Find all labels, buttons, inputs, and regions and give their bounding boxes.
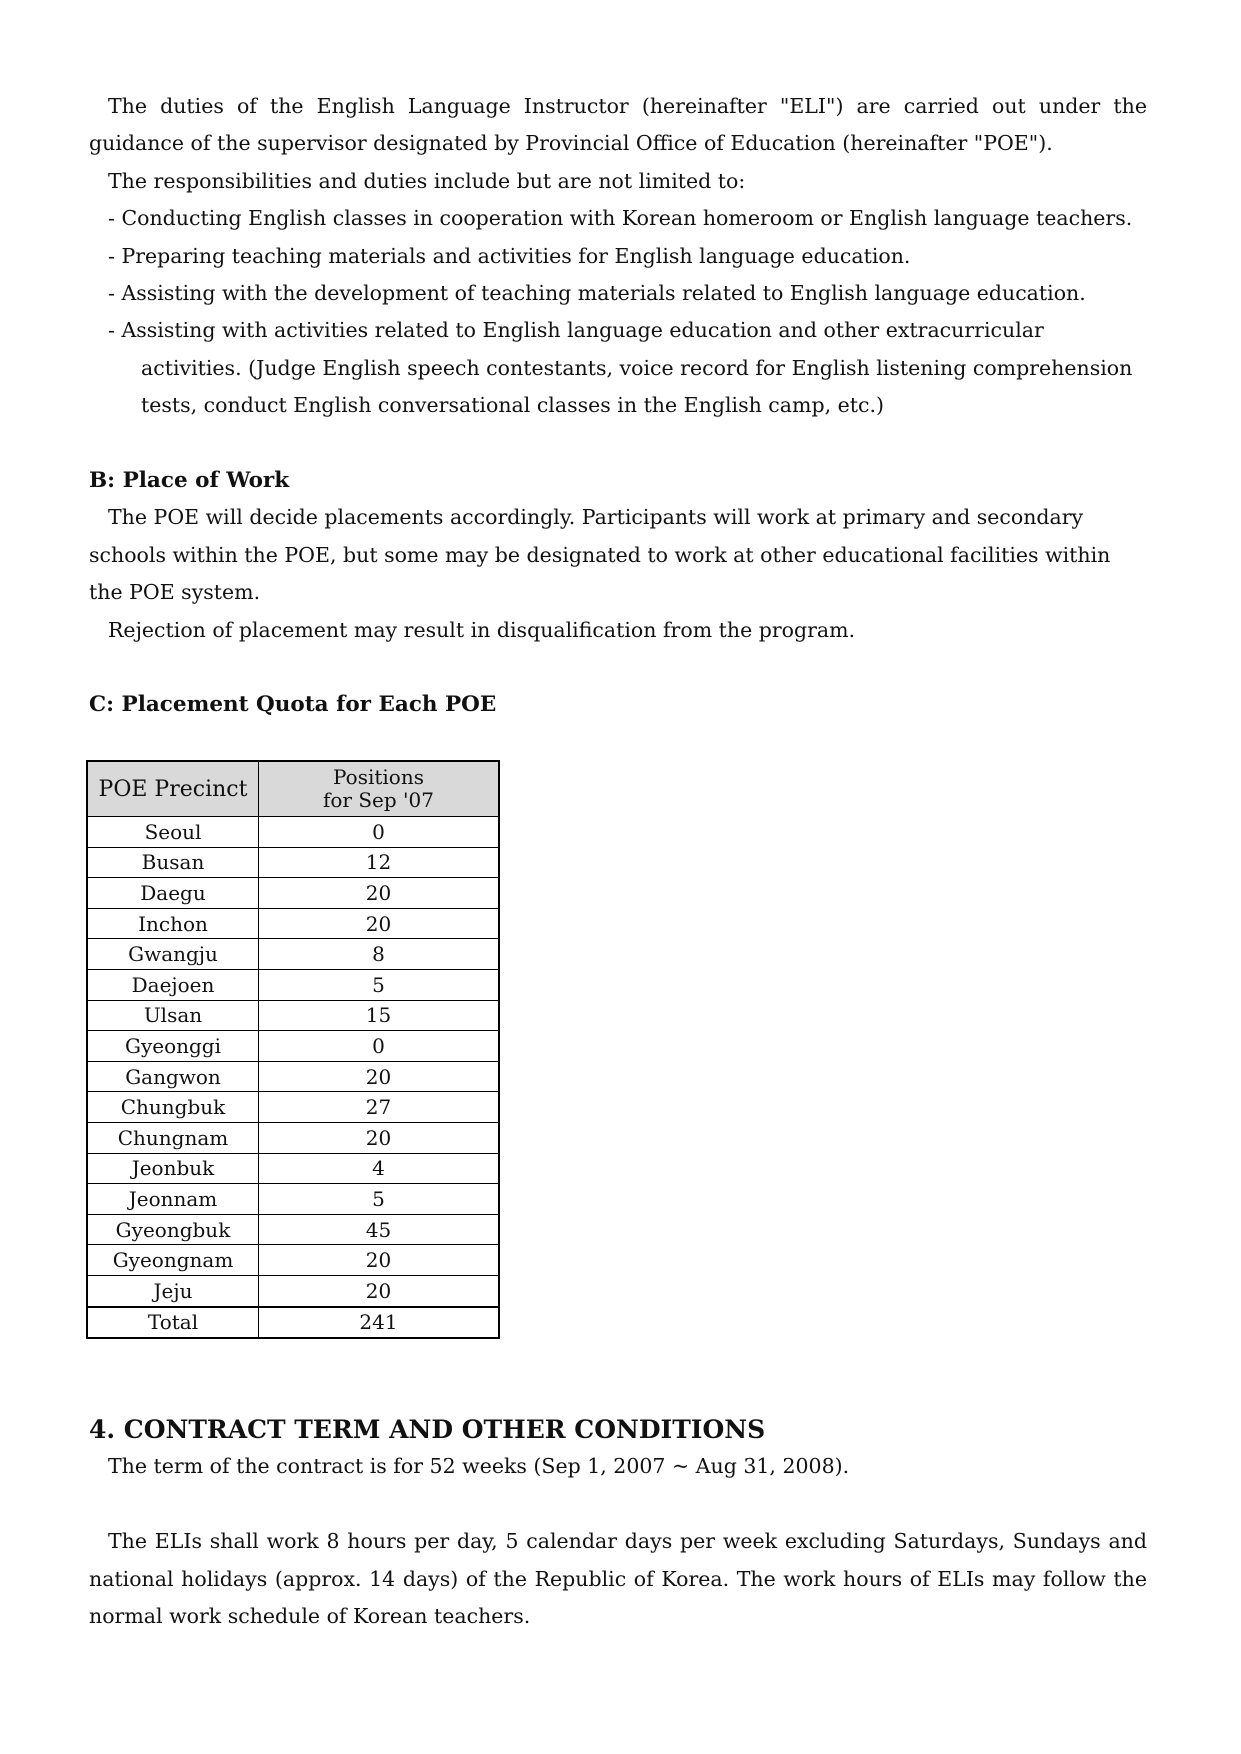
table-row	[87, 1092, 499, 1123]
section-c-heading: C: Placement Quota for Each POE	[89, 692, 497, 718]
placement-quota-table	[86, 760, 500, 1339]
precinct-cell: Gangwon	[87, 1061, 259, 1092]
precinct-cell: Daegu	[87, 878, 259, 909]
precinct-cell: Daejoen	[87, 969, 259, 1000]
table-total-row	[87, 1307, 499, 1339]
document-page	[89, 88, 1147, 724]
precinct-cell: Gyeonggi	[87, 1031, 259, 1062]
column-header-positions-line1: Positions	[333, 765, 424, 789]
positions-cell: 45	[259, 1214, 500, 1245]
total-label-cell: Total	[87, 1307, 259, 1339]
precinct-cell: Seoul	[87, 817, 259, 848]
work-hours-text: The ELIs shall work 8 hours per day, 5 calendar days per week excluding Saturdays, Sundays and national holidays (approx. 14 days) of the Republic of Korea. The work hours of ELIs may follow the normal work schedule of Korean teachers.	[89, 1529, 1147, 1629]
positions-cell: 0	[259, 1031, 500, 1062]
duty-item: - Assisting with the development of teaching materials related to English language education.	[108, 281, 1086, 306]
table-row	[87, 817, 499, 848]
precinct-cell: Gyeongbuk	[87, 1214, 259, 1245]
precinct-cell: Jeonnam	[87, 1184, 259, 1215]
precinct-cell: Gwangju	[87, 939, 259, 970]
table-row	[87, 1122, 499, 1153]
table-row	[87, 1031, 499, 1062]
positions-cell: 20	[259, 1061, 500, 1092]
precinct-cell: Busan	[87, 847, 259, 878]
responsibilities-intro: The responsibilities and duties include but are not limited to:	[108, 168, 746, 193]
positions-cell: 0	[259, 817, 500, 848]
positions-cell: 27	[259, 1092, 500, 1123]
positions-cell: 20	[259, 908, 500, 939]
rejection-notice: Rejection of placement may result in disqualification from the program.	[108, 617, 856, 642]
section-4-heading: 4. CONTRACT TERM AND OTHER CONDITIONS	[89, 1415, 766, 1444]
table-row	[87, 1153, 499, 1184]
column-header-positions	[259, 761, 500, 817]
table-row	[87, 1275, 499, 1306]
positions-cell: 20	[259, 878, 500, 909]
table-row	[87, 1000, 499, 1031]
table-row	[87, 1061, 499, 1092]
table-row	[87, 969, 499, 1000]
duty-item: - Assisting with activities related to English language education and other extracurricular activities. (Judge English speech contestants, voice record for English listening comprehension tests, conduct English conversational classes in the English camp, etc.)	[108, 318, 1133, 418]
positions-cell: 20	[259, 1245, 500, 1276]
table-row	[87, 939, 499, 970]
positions-cell: 15	[259, 1000, 500, 1031]
eli-duties-intro-line2: guidance of the supervisor designated by Provincial Office of Education (hereinafter "POE").	[89, 131, 1053, 156]
positions-cell: 12	[259, 847, 500, 878]
section-b-heading: B: Place of Work	[89, 468, 290, 494]
eli-duties-intro-line1: The duties of the English Language Instructor (hereinafter "ELI") are carried out under the	[108, 94, 1147, 118]
column-header-positions-line2: for Sep '07	[322, 788, 434, 812]
positions-cell: 20	[259, 1275, 500, 1306]
table-header-row	[87, 761, 499, 817]
place-of-work-paragraph: The POE will decide placements accordingly. Participants will work at primary and secondary schools within the POE, but some may be designated to work at other educational facilities within the POE system.	[89, 505, 1111, 605]
positions-cell: 8	[259, 939, 500, 970]
section-4	[89, 1411, 1147, 1635]
positions-cell: 5	[259, 969, 500, 1000]
duty-item: - Conducting English classes in cooperation with Korean homeroom or English language teachers.	[108, 206, 1133, 231]
table-row	[87, 878, 499, 909]
table-row	[87, 1214, 499, 1245]
precinct-cell: Ulsan	[87, 1000, 259, 1031]
precinct-cell: Gyeongnam	[87, 1245, 259, 1276]
precinct-cell: Chungnam	[87, 1122, 259, 1153]
total-value-cell: 241	[259, 1307, 500, 1339]
precinct-cell: Chungbuk	[87, 1092, 259, 1123]
precinct-cell: Jeju	[87, 1275, 259, 1306]
column-header-precinct: POE Precinct	[87, 761, 259, 817]
contract-term-text: The term of the contract is for 52 weeks (Sep 1, 2007 ~ Aug 31, 2008).	[108, 1454, 850, 1479]
table-row	[87, 1184, 499, 1215]
positions-cell: 4	[259, 1153, 500, 1184]
table-row	[87, 908, 499, 939]
positions-cell: 20	[259, 1122, 500, 1153]
precinct-cell: Inchon	[87, 908, 259, 939]
table-row	[87, 1245, 499, 1276]
positions-cell: 5	[259, 1184, 500, 1215]
precinct-cell: Jeonbuk	[87, 1153, 259, 1184]
table-row	[87, 847, 499, 878]
duty-item: - Preparing teaching materials and activities for English language education.	[108, 243, 911, 268]
